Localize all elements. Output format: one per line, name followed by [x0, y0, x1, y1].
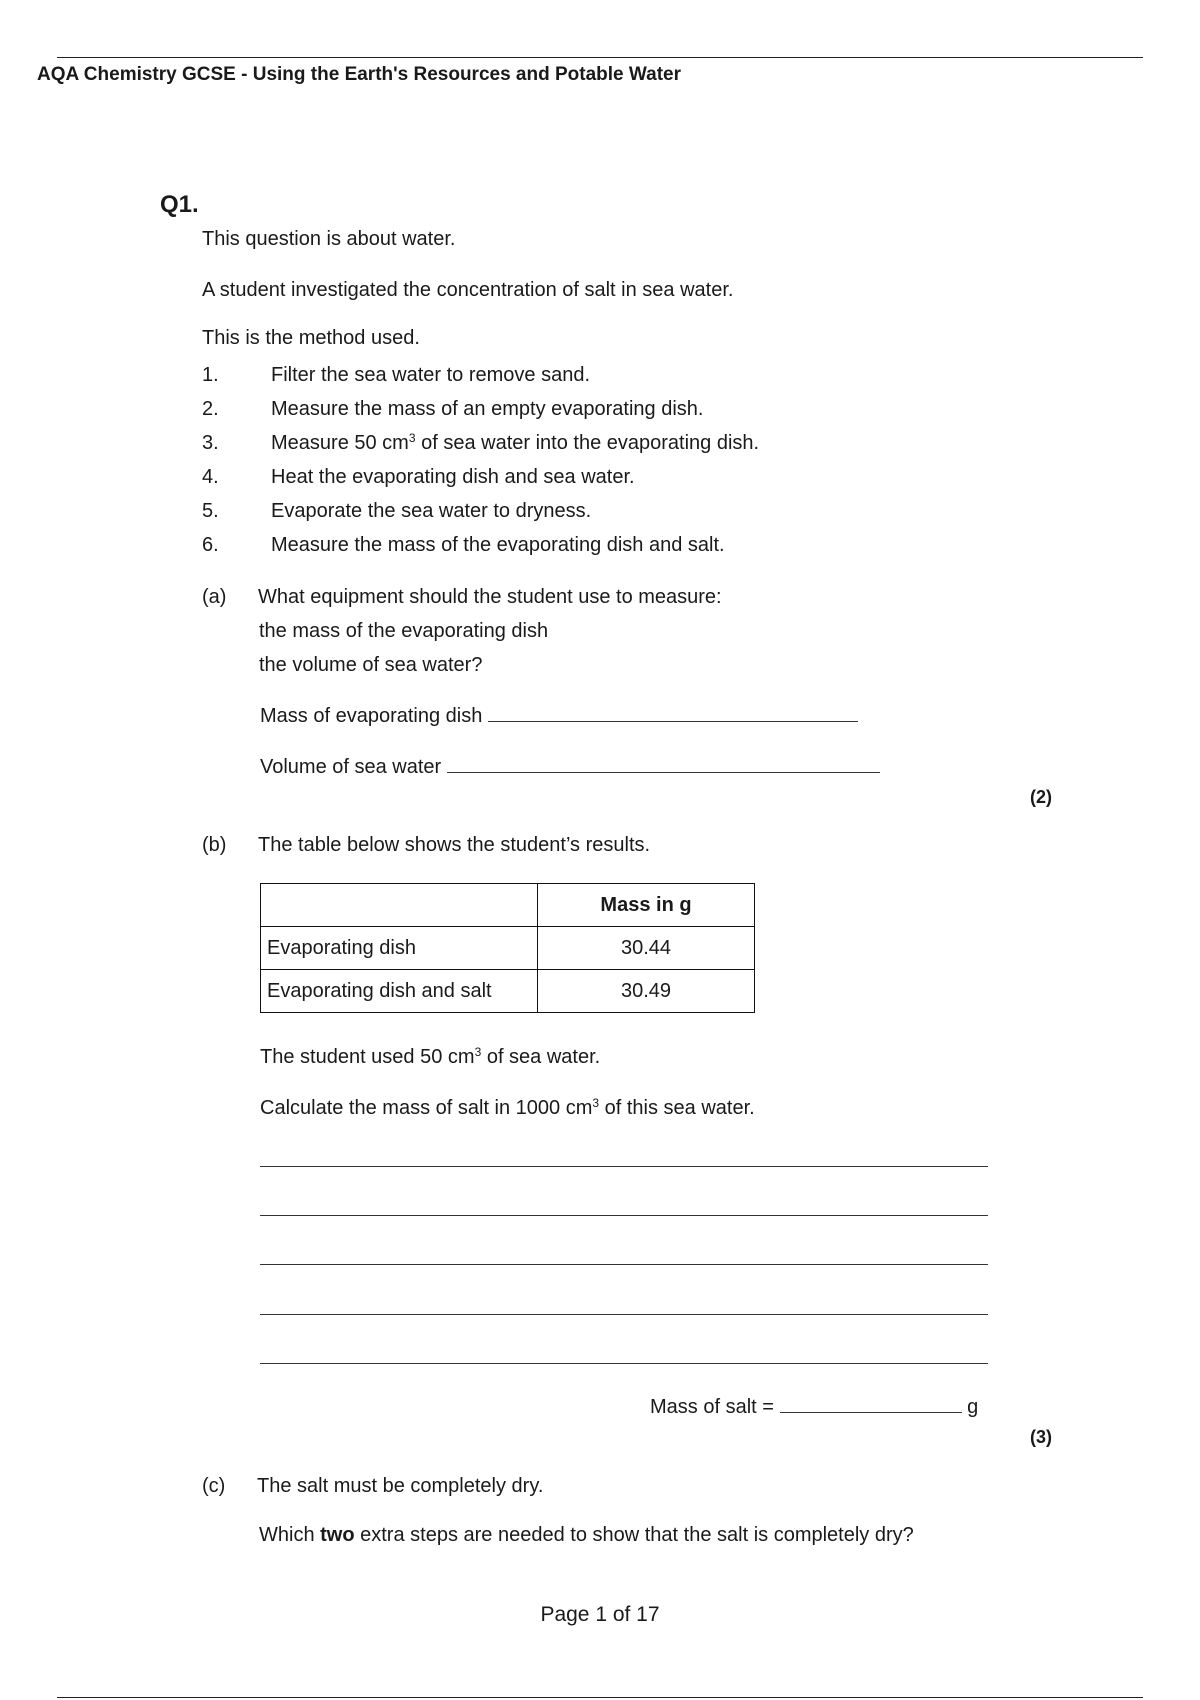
part-a-marks: (2) [1030, 787, 1052, 807]
bottom-rule [57, 1697, 1143, 1698]
step-number: 6. [202, 534, 219, 556]
step-number: 1. [202, 364, 219, 386]
working-line[interactable] [260, 1363, 988, 1364]
calculation-prompt: Calculate the mass of salt in 1000 $cm^3$ of this sea water. [260, 1096, 755, 1119]
mass-of-salt-unit: g [967, 1396, 979, 1418]
step-text: Measure 50 $cm^3$ of sea water into the evaporating dish. [271, 431, 760, 454]
step-number: 4. [202, 466, 219, 488]
part-a-letter: (a) [202, 586, 227, 608]
mass-of-salt-field[interactable] [780, 1412, 962, 1413]
table-row [261, 970, 755, 1013]
step-text: Measure the mass of an empty evaporating dish. [271, 398, 704, 420]
question-context: A student investigated the concentration of salt in sea water. [202, 279, 734, 301]
results-table [260, 883, 755, 1013]
part-b-letter: (b) [202, 834, 227, 856]
page-number: Page 1 of 17 [540, 1603, 660, 1626]
step-text: Filter the sea water to remove sand. [271, 364, 591, 386]
working-line[interactable] [260, 1314, 988, 1315]
table-row [261, 927, 755, 970]
sea-water-used-text: The student used 50 $cm^3$ of sea water. [260, 1045, 601, 1068]
question-number: Q1. [160, 191, 199, 218]
mass-answer-label: Mass of evaporating dish [260, 705, 483, 727]
question-intro: This question is about water. [202, 228, 456, 250]
part-b-prompt: The table below shows the student’s results. [258, 834, 651, 856]
mass-of-salt-row [650, 1396, 978, 1419]
part-a-item-volume: the volume of sea water? [259, 654, 483, 676]
table-header-row [261, 884, 755, 927]
step-number: 2. [202, 398, 219, 420]
part-a-item-mass: the mass of the evaporating dish [259, 620, 549, 642]
step-text: Measure the mass of the evaporating dish and salt. [271, 534, 725, 556]
table-header-cell: Mass in g [538, 884, 755, 927]
top-rule [57, 57, 1143, 58]
working-line[interactable] [260, 1264, 988, 1265]
working-line[interactable] [260, 1166, 988, 1167]
working-line[interactable] [260, 1215, 988, 1216]
table-header-cell [261, 884, 538, 927]
table-cell-label: Evaporating dish and salt [261, 970, 538, 1013]
step-text: Evaporate the sea water to dryness. [271, 500, 592, 522]
part-a-prompt: What equipment should the student use to measure: [258, 586, 722, 608]
part-c-statement: The salt must be completely dry. [257, 1475, 544, 1497]
volume-answer-label: Volume of sea water [260, 756, 442, 778]
part-b-marks: (3) [1030, 1427, 1052, 1447]
table-cell-value: 30.49 [538, 970, 755, 1013]
part-c-letter: (c) [202, 1475, 226, 1497]
table-cell-label: Evaporating dish [261, 927, 538, 970]
step-text: Heat the evaporating dish and sea water. [271, 466, 635, 488]
table-cell-value: 30.44 [538, 927, 755, 970]
method-intro: This is the method used. [202, 327, 420, 349]
step-number: 5. [202, 500, 219, 522]
part-c-question: Which two extra steps are needed to show that the salt is completely dry? [259, 1524, 914, 1546]
volume-answer-field[interactable] [447, 772, 880, 773]
mass-of-salt-label: Mass of salt = [650, 1396, 774, 1418]
document-title: AQA Chemistry GCSE - Using the Earth's Resources and Potable Water [37, 64, 681, 85]
mass-answer-row [260, 705, 858, 728]
mass-answer-field[interactable] [488, 721, 858, 722]
step-number: 3. [202, 432, 219, 454]
volume-answer-row [260, 756, 880, 779]
